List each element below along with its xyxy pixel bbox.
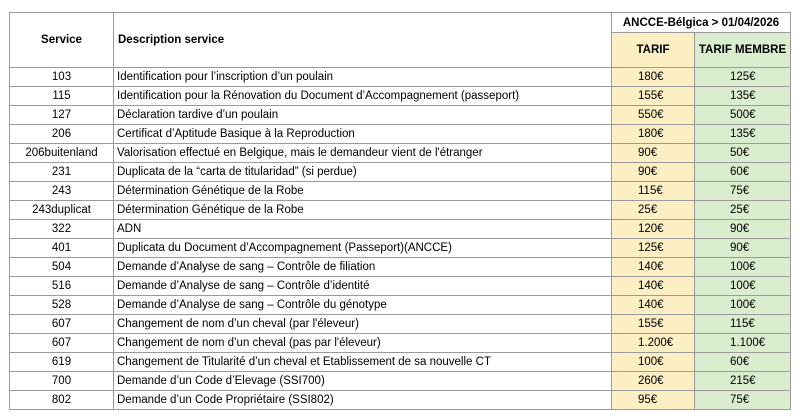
table-row bbox=[10, 239, 791, 258]
service-code: 504 bbox=[10, 258, 114, 277]
service-description: Duplicata du Document d’Accompagnement (Passeport)(ANCCE) bbox=[114, 239, 612, 258]
table-row bbox=[10, 106, 791, 125]
service-code: 115 bbox=[10, 87, 114, 106]
tarif-membre-cell: 100€ bbox=[695, 277, 791, 296]
tarif-cell: 95€ bbox=[612, 391, 695, 410]
tarif-cell: 155€ bbox=[612, 315, 695, 334]
table-row bbox=[10, 391, 791, 410]
header-org-date: ANCCE-Bélgica > 01/04/2026 bbox=[612, 13, 791, 33]
table-row bbox=[10, 334, 791, 353]
tarif-membre-cell: 75€ bbox=[695, 182, 791, 201]
table-row bbox=[10, 277, 791, 296]
tarif-membre-cell: 100€ bbox=[695, 296, 791, 315]
tarif-cell: 25€ bbox=[612, 201, 695, 220]
service-code: 802 bbox=[10, 391, 114, 410]
tarif-membre-cell: 135€ bbox=[695, 87, 791, 106]
table-row bbox=[10, 315, 791, 334]
service-code: 619 bbox=[10, 353, 114, 372]
table-row bbox=[10, 258, 791, 277]
tarif-cell: 90€ bbox=[612, 163, 695, 182]
service-code: 243duplicat bbox=[10, 201, 114, 220]
service-description: ADN bbox=[114, 220, 612, 239]
service-code: 516 bbox=[10, 277, 114, 296]
tarif-membre-cell: 90€ bbox=[695, 239, 791, 258]
tarif-cell: 120€ bbox=[612, 220, 695, 239]
service-description: Demande d’Analyse de sang – Contrôle d’identité bbox=[114, 277, 612, 296]
header-service: Service bbox=[10, 13, 114, 68]
tarif-cell: 1.200€ bbox=[612, 334, 695, 353]
tarif-cell: 140€ bbox=[612, 277, 695, 296]
tarif-membre-cell: 500€ bbox=[695, 106, 791, 125]
service-code: 401 bbox=[10, 239, 114, 258]
service-description: Duplicata de la “carta de titularidad” (si perdue) bbox=[114, 163, 612, 182]
table-row bbox=[10, 296, 791, 315]
service-code: 206 bbox=[10, 125, 114, 144]
table-body bbox=[10, 68, 791, 410]
header-description: Description service bbox=[114, 13, 612, 68]
tarif-cell: 550€ bbox=[612, 106, 695, 125]
service-description: Demande d’Analyse de sang – Contrôle de filiation bbox=[114, 258, 612, 277]
service-code: 243 bbox=[10, 182, 114, 201]
tarif-membre-cell: 25€ bbox=[695, 201, 791, 220]
service-code: 700 bbox=[10, 372, 114, 391]
table-row bbox=[10, 144, 791, 163]
header-tarif-membre: TARIF MEMBRE bbox=[695, 33, 791, 68]
tarif-cell: 260€ bbox=[612, 372, 695, 391]
service-description: Certificat d’Aptitude Basique à la Reproduction bbox=[114, 125, 612, 144]
service-code: 607 bbox=[10, 315, 114, 334]
tarif-cell: 125€ bbox=[612, 239, 695, 258]
service-description: Demande d’un Code d’Elevage (SSI700) bbox=[114, 372, 612, 391]
service-description: Détermination Génétique de la Robe bbox=[114, 201, 612, 220]
tarif-membre-cell: 125€ bbox=[695, 68, 791, 87]
service-code: 127 bbox=[10, 106, 114, 125]
service-description: Identification pour la Rénovation du Document d’Accompagnement (passeport) bbox=[114, 87, 612, 106]
tarif-membre-cell: 60€ bbox=[695, 353, 791, 372]
table-row bbox=[10, 372, 791, 391]
service-description: Déclaration tardive d’un poulain bbox=[114, 106, 612, 125]
service-description: Demande d’Analyse de sang – Contrôle du génotype bbox=[114, 296, 612, 315]
tarif-cell: 90€ bbox=[612, 144, 695, 163]
service-description: Changement de Titularité d’un cheval et Etablissement de sa nouvelle CT bbox=[114, 353, 612, 372]
table-row bbox=[10, 201, 791, 220]
table-row bbox=[10, 87, 791, 106]
service-code: 322 bbox=[10, 220, 114, 239]
table-row bbox=[10, 353, 791, 372]
tarif-cell: 140€ bbox=[612, 258, 695, 277]
table-row bbox=[10, 125, 791, 144]
tarif-membre-cell: 215€ bbox=[695, 372, 791, 391]
tarif-membre-cell: 50€ bbox=[695, 144, 791, 163]
service-code: 528 bbox=[10, 296, 114, 315]
tarif-cell: 115€ bbox=[612, 182, 695, 201]
service-description: Demande d’un Code Propriétaire (SSI802) bbox=[114, 391, 612, 410]
table-header bbox=[10, 13, 791, 68]
table-row bbox=[10, 220, 791, 239]
service-code: 206buitenland bbox=[10, 144, 114, 163]
tarif-cell: 180€ bbox=[612, 68, 695, 87]
tarif-membre-cell: 135€ bbox=[695, 125, 791, 144]
table-row bbox=[10, 68, 791, 87]
service-description: Changement de nom d’un cheval (pas par l'éleveur) bbox=[114, 334, 612, 353]
tarif-cell: 180€ bbox=[612, 125, 695, 144]
tarif-cell: 100€ bbox=[612, 353, 695, 372]
service-description: Identification pour l’inscription d’un poulain bbox=[114, 68, 612, 87]
tarif-membre-cell: 60€ bbox=[695, 163, 791, 182]
tarif-cell: 155€ bbox=[612, 87, 695, 106]
service-description: Détermination Génétique de la Robe bbox=[114, 182, 612, 201]
header-tarif: TARIF bbox=[612, 33, 695, 68]
tarif-cell: 140€ bbox=[612, 296, 695, 315]
service-code: 231 bbox=[10, 163, 114, 182]
tariff-table bbox=[9, 12, 791, 410]
service-code: 607 bbox=[10, 334, 114, 353]
table-row bbox=[10, 182, 791, 201]
tarif-membre-cell: 75€ bbox=[695, 391, 791, 410]
tarif-membre-cell: 115€ bbox=[695, 315, 791, 334]
service-description: Valorisation effectué en Belgique, mais le demandeur vient de l'étranger bbox=[114, 144, 612, 163]
tarif-membre-cell: 1.100€ bbox=[695, 334, 791, 353]
service-description: Changement de nom d’un cheval (par l'éleveur) bbox=[114, 315, 612, 334]
tarif-membre-cell: 90€ bbox=[695, 220, 791, 239]
service-code: 103 bbox=[10, 68, 114, 87]
table-row bbox=[10, 163, 791, 182]
tarif-membre-cell: 100€ bbox=[695, 258, 791, 277]
